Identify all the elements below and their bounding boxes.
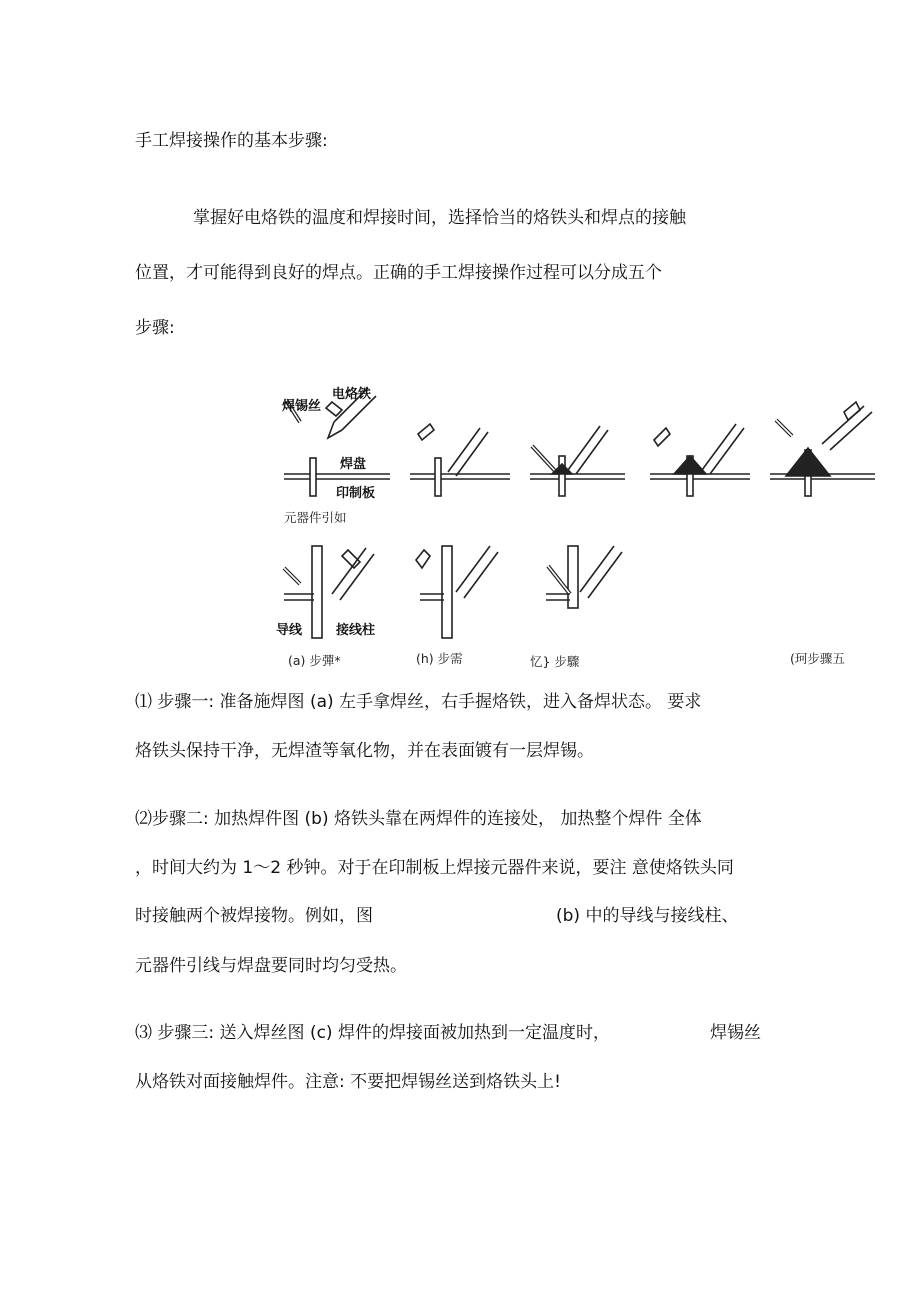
step3-line-1a: ⑶ 步骤三: 送入焊丝图 (c) 焊件的焊接面被加热到一定温度时， bbox=[135, 1023, 610, 1043]
caption-step-a: (a) 步彈* bbox=[288, 653, 341, 668]
step2-line-1: ⑵步骤二: 加热焊件图 (b) 烙铁头靠在两焊件的连接处， 加热整个焊件 全体 bbox=[135, 809, 702, 829]
step-d-top-diagram bbox=[650, 424, 750, 496]
step3-line-1b: 焊锡丝 bbox=[710, 1023, 761, 1043]
label-wire: 导线 bbox=[276, 623, 303, 638]
step2-line-2: ，时间大约为 1〜2 秒钟。对于在印制板上焊接元器件来说，要注 意使烙铁头同 bbox=[135, 858, 734, 878]
page-title: 手工焊接操作的基本步骤: bbox=[135, 131, 328, 151]
step1-line-1: ⑴ 步骤一: 准备施焊图 (a) 左手拿焊丝，右手握烙铁，进入备焊状态。 要求 bbox=[135, 692, 702, 712]
step-c-bottom-diagram bbox=[546, 546, 622, 608]
intro-line-3: 步骤: bbox=[135, 318, 175, 338]
label-component-lead: 元器件引如 bbox=[284, 510, 347, 525]
soldering-steps-figure bbox=[270, 380, 880, 675]
step2-line-4: 元器件引线与焊盘要同时均匀受热。 bbox=[135, 956, 407, 976]
step-b-bottom-diagram bbox=[416, 546, 498, 638]
intro-line-1: 掌握好电烙铁的温度和焊接时间，选择恰当的烙铁头和焊点的接触 bbox=[193, 208, 686, 228]
caption-step-e: (珂步骤五 bbox=[790, 651, 845, 666]
step-b-top-diagram bbox=[410, 424, 510, 496]
intro-line-2: 位置，才可能得到良好的焊点。正确的手工焊接操作过程可以分成五个 bbox=[135, 263, 662, 283]
step-e-top-diagram bbox=[770, 402, 875, 496]
step1-line-2: 烙铁头保持干净，无焊渣等氧化物，并在表面镀有一层焊锡。 bbox=[135, 741, 594, 761]
label-soldering-iron: 电烙铁 bbox=[332, 387, 372, 402]
caption-step-c: 忆} 步驟 bbox=[530, 654, 580, 669]
label-solder-wire: 焊锡丝 bbox=[282, 399, 322, 414]
caption-step-b: (h) 步需 bbox=[416, 651, 463, 666]
label-pad: 焊盘 bbox=[340, 457, 367, 472]
step2-line-3a: 时接触两个被焊接物。例如，图 bbox=[135, 906, 373, 926]
step2-line-3b: (b) 中的导线与接线柱、 bbox=[556, 906, 739, 926]
label-pcb: 印制板 bbox=[336, 486, 376, 501]
step-c-top-diagram bbox=[530, 426, 625, 496]
step3-line-2: 从烙铁对面接触焊件。注意: 不要把焊锡丝送到烙铁头上! bbox=[135, 1072, 561, 1092]
label-terminal: 接线柱 bbox=[336, 623, 376, 638]
